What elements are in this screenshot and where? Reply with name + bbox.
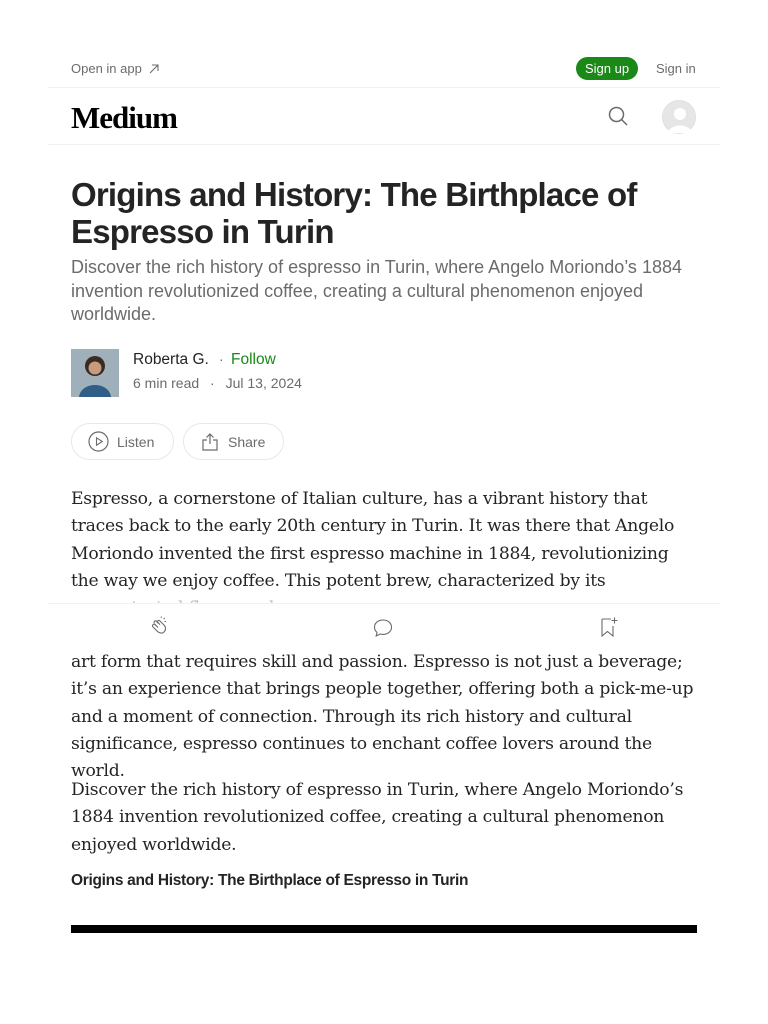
share-button[interactable]: [183, 423, 284, 460]
author-photo-icon: [71, 349, 119, 397]
sign-in-link[interactable]: Sign in: [656, 61, 696, 76]
arrow-up-right-icon: [148, 63, 160, 75]
image-caption-heading: Origins and History: The Birthplace of Espresso in Turin: [71, 872, 469, 889]
author-name[interactable]: Roberta G.: [133, 351, 209, 368]
bookmark-icon[interactable]: [598, 616, 620, 638]
share-icon: [200, 432, 220, 452]
open-in-app-label: Open in app: [71, 61, 142, 76]
separator-dot: ·: [219, 351, 224, 367]
floating-action-bar: [48, 603, 720, 649]
clap-icon[interactable]: [148, 616, 170, 638]
article-paragraph-2: art form that requires skill and passion. Espresso is not just a beverage; it’s an experience that brings people together, offering both a pick-me-up and a moment of connection. Through its rich history and cultural significance, espresso continues to enchant coffee lovers around the world.: [71, 652, 694, 782]
meta-separator: ·: [210, 375, 215, 391]
share-label: Share: [228, 433, 266, 450]
article-title: Origins and History: The Birthplace of Espresso in Turin: [71, 176, 637, 250]
image-placeholder-bar: [71, 925, 697, 933]
follow-button[interactable]: Follow: [231, 351, 276, 368]
listen-button[interactable]: [71, 423, 174, 460]
search-icon[interactable]: [606, 104, 630, 128]
author-avatar[interactable]: [71, 349, 119, 397]
article-meta: [133, 375, 302, 391]
user-silhouette-icon: [663, 101, 697, 135]
play-icon: [88, 431, 109, 452]
site-header: [48, 88, 720, 145]
sign-up-button[interactable]: Sign up: [576, 57, 638, 80]
article-subtitle: Discover the rich history of espresso in Turin, where Angelo Moriondo’s 1884 invention revolutionized coffee, creating a cultural phenomenon enjoyed worldwide.: [71, 257, 682, 324]
comment-icon[interactable]: [372, 617, 394, 639]
medium-logo[interactable]: Medium: [71, 100, 177, 135]
top-bar: [48, 48, 720, 88]
user-avatar[interactable]: [662, 100, 696, 134]
read-time: 6 min read: [133, 375, 200, 391]
publish-date: Jul 13, 2024: [225, 375, 302, 391]
listen-label: Listen: [117, 433, 155, 450]
article-paragraph-1: Espresso, a cornerstone of Italian culture, has a vibrant history that traces back to the early 20th century in Turin. It was there that Angelo Moriondo invented the first espresso machine in 1884, revolutionizing the way we enjoy coffee. This potent brew, characterized by its: [71, 489, 675, 591]
article-paragraph-3: Discover the rich history of espresso in Turin, where Angelo Moriondo’s 1884 invention revolutionized coffee, creating a cultural phenomenon enjoyed worldwide.: [71, 780, 684, 855]
open-in-app-link[interactable]: [71, 61, 160, 76]
